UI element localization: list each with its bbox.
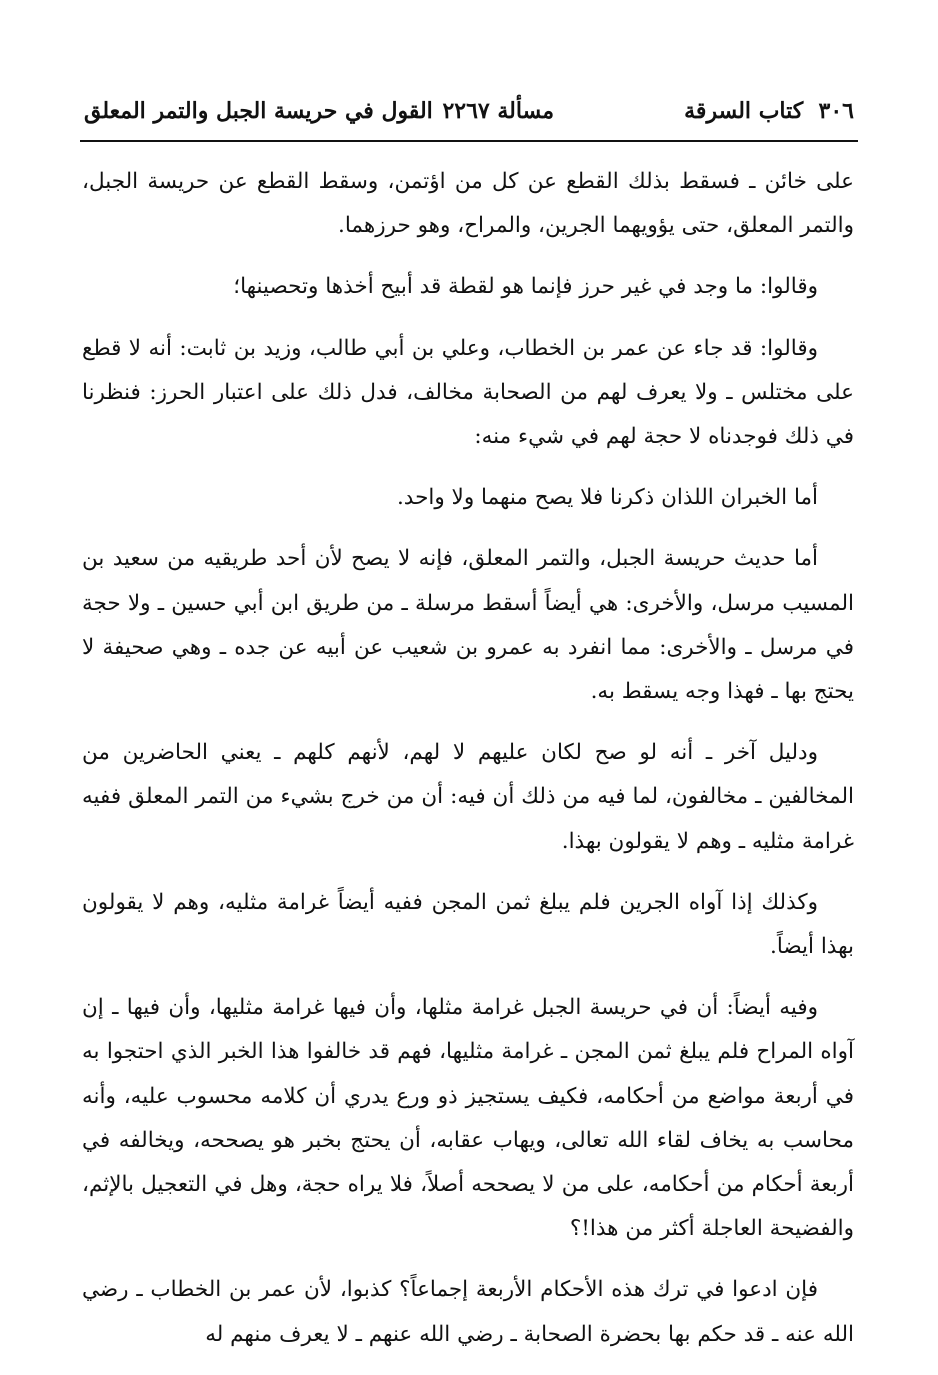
body-text [82, 160, 854, 1374]
paragraph: ودليل آخر ـ أنه لو صح لكان عليهم لا لهم، لأنهم كلهم ـ يعني الحاضرين من المخالفين ـ مخالفون، لما فيه من ذلك أن فيه: أن من خرج بشيء من التمر المعلق ففيه غرامة مثليه ـ وهم لا يقولون بهذا. [82, 740, 854, 854]
paragraph: وفيه أيضاً: أن في حريسة الجبل غرامة مثلها، وأن فيها غرامة مثليها، وأن فيها ـ إن آواه المراح فلم يبلغ ثمن المجن ـ غرامة مثليها، فهم قد خالفوا هذا الخبر الذي احتجوا به في أربعة مواضع من أحكامه، فكيف يستجيز ذو ورع يدري أن كلامه محسوب عليه، وأنه محاسب به يخاف لقاء الله تعالى، ويهاب عقابه، أن يحتج بخبر هو يصححه، ويخالفه في أربعة أحكام من أحكامه، على من لا يصححه أصلاً، فلا يراه حجة، وهل في التعجيل بالإثم، والفضيحة العاجلة أكثر من هذا!؟ [82, 995, 854, 1242]
book-title: كتاب السرقة [684, 98, 804, 124]
paragraph: أما الخبران اللذان ذكرنا فلا يصح منهما ولا واحد. [396, 485, 818, 511]
page-number: ٣٠٦ [818, 98, 854, 124]
paragraph: وقالوا: ما وجد في غير حرز فإنما هو لقطة قد أبيح أخذها وتحصينها؛ [233, 274, 818, 300]
paragraph: على خائن ـ فسقط بذلك القطع عن كل من اؤتمن، وسقط القطع عن حريسة الجبل، والتمر المعلق، حتى يؤويهما الجرين، والمراح، وهو حرزهما. [82, 169, 854, 239]
paragraph: أما حديث حريسة الجبل، والتمر المعلق، فإنه لا يصح لأن أحد طريقيه من سعيد بن المسيب مرسل، والأخرى: هي أيضاً أسقط مرسلة ـ من طريق ابن أبي حسين ـ ولا حجة في مرسل ـ والأخرى: مما انفرد به عمرو بن شعيب عن أبيه عن جده ـ وهي صحيفة لا يحتج بها ـ فهذا وجه يسقط به. [82, 546, 854, 705]
paragraph: وكذلك إذا آواه الجرين فلم يبلغ ثمن المجن ففيه أيضاً غرامة مثليه، وهم لا يقولون بهذا أيضاً. [82, 889, 854, 960]
issue-number: مسألة ٢٢٦٧ [442, 98, 554, 124]
header-rule [80, 140, 858, 142]
header-page-and-book [684, 98, 854, 124]
paragraph: فإن ادعوا في ترك هذه الأحكام الأربعة إجماعاً؟ كذبوا، لأن عمر بن الخطاب ـ رضي الله عنه ـ قد حكم بها بحضرة الصحابة ـ رضي الله عنهم ـ لا يعرف منهم له [82, 1277, 854, 1347]
paragraph: وقالوا: قد جاء عن عمر بن الخطاب، وعلي بن أبي طالب، وزيد بن ثابت: أنه لا قطع على مختلس ـ ولا يعرف لهم من الصحابة مخالف، فدل ذلك على اعتبار الحرز: فنظرنا في ذلك فوجدناه لا حجة لهم في شيء منه: [82, 335, 854, 450]
running-header [84, 92, 854, 136]
chapter-topic: القول في حريسة الجبل والتمر المعلق [84, 98, 433, 124]
